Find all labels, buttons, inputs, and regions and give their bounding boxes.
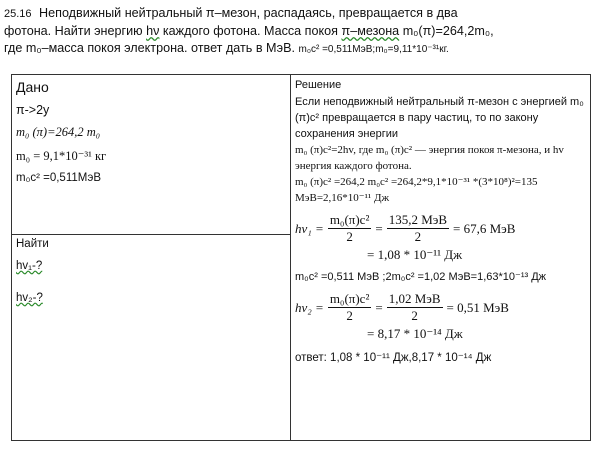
- final-answer: ответ: 1,08 * 10⁻¹¹ Дж,8,17 * 10⁻¹⁴ Дж: [295, 352, 492, 364]
- given-cell: [12, 75, 291, 235]
- solution-title: Решение: [295, 79, 342, 91]
- formula-hv1-fraction: [328, 212, 372, 245]
- problem-text-1: Неподвижный нейтральный π–мезон, распадаясь, превращается в два: [39, 6, 458, 20]
- problem-line-3: [4, 40, 596, 58]
- formula-hv2-result: = 0,51 МэВ: [446, 300, 509, 315]
- given-pion-mass: m₀ (π)=264,2 m₀: [16, 125, 101, 139]
- formula-hv2-numerator-2: 1,02 МэВ: [388, 291, 441, 306]
- formula-hv2-fraction-2: [387, 291, 443, 324]
- formula-hv2-denominator-2: 2: [411, 308, 418, 323]
- problem-pi-meson: π–мезона: [341, 24, 400, 38]
- find-hv2: hv₂-?: [16, 292, 43, 304]
- given-rest-energy: m₀c² =0,511МэВ: [16, 172, 102, 184]
- formula-hv1-denominator-2: 2: [414, 229, 422, 244]
- problem-hv: hν: [146, 24, 160, 38]
- problem-constants: m₀c² =0,511МэВ;m₀=9,11*10⁻³¹кг.: [298, 44, 449, 55]
- formula-hv1-result: = 67,6 МэВ: [453, 221, 516, 236]
- formula-hv1-numerator: m₀(π)c²: [329, 212, 370, 227]
- formula-hv2-denominator: 2: [346, 308, 353, 323]
- formula-hv1-lhs: hv₁ =: [295, 221, 324, 236]
- formula-hv1-joules: = 1,08 * 10⁻¹¹ Дж: [367, 247, 463, 262]
- problem-text-2b: каждого фотона. Масса покоя: [162, 24, 338, 38]
- formula-hv2-numerator: m₀(π)c²: [329, 291, 370, 306]
- solution-paragraph-4: m₀c² =0,511 МэВ ;2m₀c² =1,02 МэВ=1,63*10⁻¹³ Дж: [295, 271, 547, 283]
- solution-paragraph-2: m₀ (π)c²=2hv, где m₀ (π)c² — энергия покоя π-мезона, и hv энергия каждого фотона.: [295, 144, 564, 172]
- problem-line-1: [4, 5, 596, 23]
- problem-line-2: [4, 23, 596, 40]
- find-cell: [12, 235, 291, 441]
- formula-hv1-fraction-2: [387, 212, 449, 245]
- formula-hv2-joules: = 8,17 * 10⁻¹⁴ Дж: [367, 326, 463, 341]
- equals-sign: =: [375, 300, 383, 315]
- solution-paragraph-1: Если неподвижный нейтральный π-мезон с энергией m₀ (π)c² превращается в пару частиц, то по закону сохранения энергии: [295, 96, 584, 140]
- problem-text-2a: фотона. Найти энергию: [4, 24, 143, 38]
- solution-table: [11, 74, 591, 441]
- equals-sign: =: [375, 221, 383, 236]
- formula-hv2-lhs: hv₂ =: [295, 300, 324, 315]
- problem-text-3a: где m₀–масса покоя электрона. ответ дать в МэВ.: [4, 41, 295, 55]
- solution-cell: [291, 75, 591, 441]
- formula-hv2: [295, 291, 586, 324]
- formula-hv2-fraction: [328, 291, 372, 324]
- formula-hv1: [295, 212, 586, 245]
- solution-paragraph-3: m₀ (π)c² =264,2 m₀c² =264,2*9,1*10⁻³¹ *(3*10⁸)²=135 МэВ=2,16*10⁻¹¹ Дж: [295, 176, 538, 204]
- formula-hv1-denominator: 2: [346, 229, 353, 244]
- given-title: Дано: [16, 79, 49, 95]
- problem-number: 25.16: [4, 8, 32, 20]
- problem-text-2c: m₀(π)=264,2m₀,: [402, 24, 494, 38]
- find-hv1: hv₁-?: [16, 260, 43, 272]
- given-reaction: π->2y: [16, 103, 50, 117]
- problem-statement: [4, 5, 596, 58]
- given-electron-mass: m₀ = 9,1*10⁻³¹ кг: [16, 149, 107, 163]
- find-title: Найти: [16, 238, 49, 250]
- formula-hv1-numerator-2: 135,2 МэВ: [388, 212, 448, 227]
